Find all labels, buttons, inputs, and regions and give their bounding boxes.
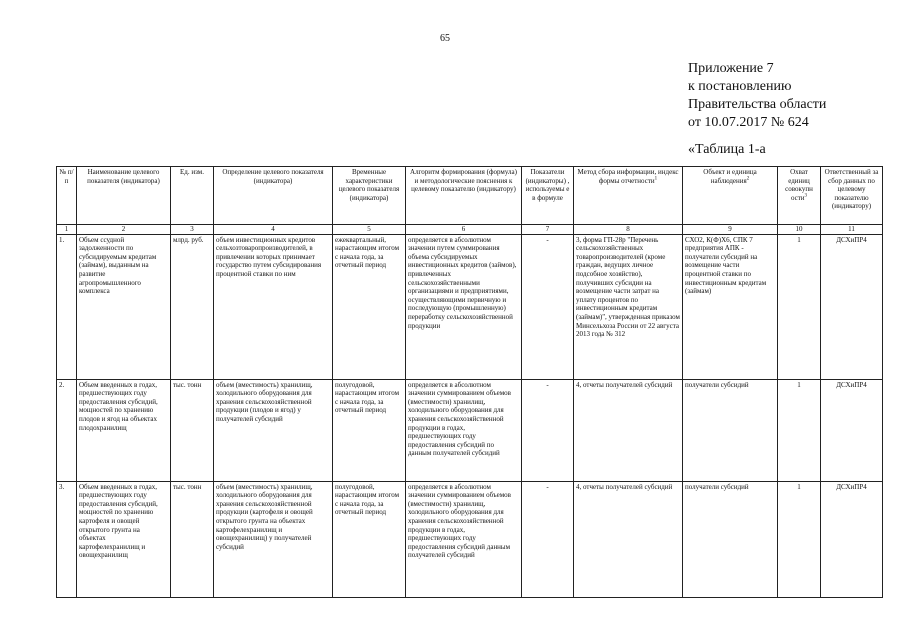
table-row <box>57 379 883 481</box>
header-cell: Наименование целевого показателя (индикатора) <box>77 167 171 225</box>
responsible: ДСХиПР4 <box>821 481 883 597</box>
column-number-row <box>57 225 883 235</box>
header-cell: Определение целевого показателя (индикатора) <box>214 167 333 225</box>
appendix-line-3: Правительства области <box>688 97 827 112</box>
table-header-row <box>57 167 883 225</box>
page-number: 65 <box>440 33 450 44</box>
column-number: 3 <box>171 225 214 235</box>
coverage: 1 <box>778 234 821 379</box>
column-number: 10 <box>778 225 821 235</box>
collection-method: 4, отчеты получателей субсидий <box>574 379 683 481</box>
row-number: 2. <box>57 379 77 481</box>
coverage: 1 <box>778 379 821 481</box>
column-number: 6 <box>406 225 522 235</box>
column-number: 7 <box>522 225 574 235</box>
header-cell: Ед. изм. <box>171 167 214 225</box>
time-characteristics: полугодовой, нарастающим итогом с начала года, за отчетный период <box>333 379 406 481</box>
header-cell: Временные характеристики целевого показателя (индикатора) <box>333 167 406 225</box>
definition: объем (вместимость) хранилищ, холодильного оборудования для хранения сельскохозяйственной продукции (плодов и ягод) у получателей субсидий <box>214 379 333 481</box>
header-cell: № п/п <box>57 167 77 225</box>
appendix-header <box>688 60 826 132</box>
table-row <box>57 481 883 597</box>
observation-object: СХО2, К(Ф)Х6, СПК 7 предприятия АПК - получатели субсидий на возмещение части процентной ставки по инвестиционным кредитам (займам) <box>683 234 778 379</box>
indicator-name: Объем ссудной задолженности по субсидируемым кредитам (займам), выданным на развитие агропромышленного комплекса <box>77 234 171 379</box>
header-cell: Метод сбора информации, индекс формы отчетности$^1$ <box>574 167 683 225</box>
row-number: 1. <box>57 234 77 379</box>
algorithm: определяется в абсолютном значении суммированием объемов (вместимости) хранилищ, холодильного оборудования для хранения сельскохозяйственной продукции в годах, предшествующих году предоставления субсидий данным получателей субсидий <box>406 481 522 597</box>
header-cell: Ответственный за сбор данных по целевому показателю (индикатору) <box>821 167 883 225</box>
responsible: ДСХиПР4 <box>821 234 883 379</box>
header-cell: Показатели (индикаторы) , используемы е в формуле <box>522 167 574 225</box>
column-number: 1 <box>57 225 77 235</box>
unit: млрд. руб. <box>171 234 214 379</box>
collection-method: 3, форма ГП-28р "Перечень сельскохозяйственных товаропроизводителей (кроме граждан, ведущих личное подсобное хозяйство), получивших субсидии на возмещение части затрат на уплату процентов по инвестиционным кредитам (займам)", утвержденная приказом Минсельхоза России от 22 августа 2013 года № 312 <box>574 234 683 379</box>
observation-object: получатели субсидий <box>683 481 778 597</box>
indicators-used: - <box>522 234 574 379</box>
algorithm: определяется в абсолютном значении суммированием объемов (вместимости) хранилищ, холодильного оборудования для хранения сельскохозяйственной продукции в годах, предшествующих году предоставления субсидий по данным получателей субсидий <box>406 379 522 481</box>
column-number: 8 <box>574 225 683 235</box>
definition: объем (вместимость) хранилищ, холодильного оборудования для хранения сельскохозяйственной продукции (картофеля и овощей открытого грунта на объектах картофелехранилищ и овощехранилищ) у получателей субсидий <box>214 481 333 597</box>
column-number: 2 <box>77 225 171 235</box>
indicator-name: Объем введенных в годах, предшествующих году предоставления субсидий, мощностей по хранению плодов и ягод на объектах плодохранилищ <box>77 379 171 481</box>
appendix-line-2: к постановлению <box>688 79 792 94</box>
column-number: 9 <box>683 225 778 235</box>
time-characteristics: ежеквартальный, нарастающим итогом с начала года, за отчетный период <box>333 234 406 379</box>
header-cell: Алгоритм формирования (формула) и методологические пояснения к целевому показателю (индикатору) <box>406 167 522 225</box>
column-number: 4 <box>214 225 333 235</box>
column-number: 11 <box>821 225 883 235</box>
algorithm: определяется в абсолютном значении путем суммирования объема субсидируемых инвестиционных кредитов (займов), привлеченных сельскохозяйственными организациями и предприятиями, осуществляющими первичную и последующую (промышленную) переработку сельскохозяйственной продукции <box>406 234 522 379</box>
appendix-line-1: Приложение 7 <box>688 61 774 76</box>
collection-method: 4, отчеты получателей субсидий <box>574 481 683 597</box>
responsible: ДСХиПР4 <box>821 379 883 481</box>
appendix-line-4: от 10.07.2017 № 624 <box>688 115 809 130</box>
time-characteristics: полугодовой, нарастающим итогом с начала года, за отчетный период <box>333 481 406 597</box>
row-number: 3. <box>57 481 77 597</box>
indicators-used: - <box>522 481 574 597</box>
unit: тыс. тонн <box>171 379 214 481</box>
column-number: 5 <box>333 225 406 235</box>
header-cell: Объект и единица наблюдения$^2$ <box>683 167 778 225</box>
table-title: «Таблица 1-а <box>688 142 766 157</box>
header-cell: Охват единиц совокупн ости$^3$ <box>778 167 821 225</box>
indicator-name: Объем введенных в годах, предшествующих году предоставления субсидий, мощностей по хранению картофеля и овощей открытого грунта на объектах картофелехранилищ и овощехранилищ <box>77 481 171 597</box>
indicators-used: - <box>522 379 574 481</box>
definition: объем инвестиционных кредитов сельхозтоваропроизводителей, в привлечении которых принимает государство путем субсидирования процентной ставки по ним <box>214 234 333 379</box>
coverage: 1 <box>778 481 821 597</box>
indicator-table <box>56 166 883 598</box>
table-row <box>57 234 883 379</box>
observation-object: получатели субсидий <box>683 379 778 481</box>
unit: тыс. тонн <box>171 481 214 597</box>
